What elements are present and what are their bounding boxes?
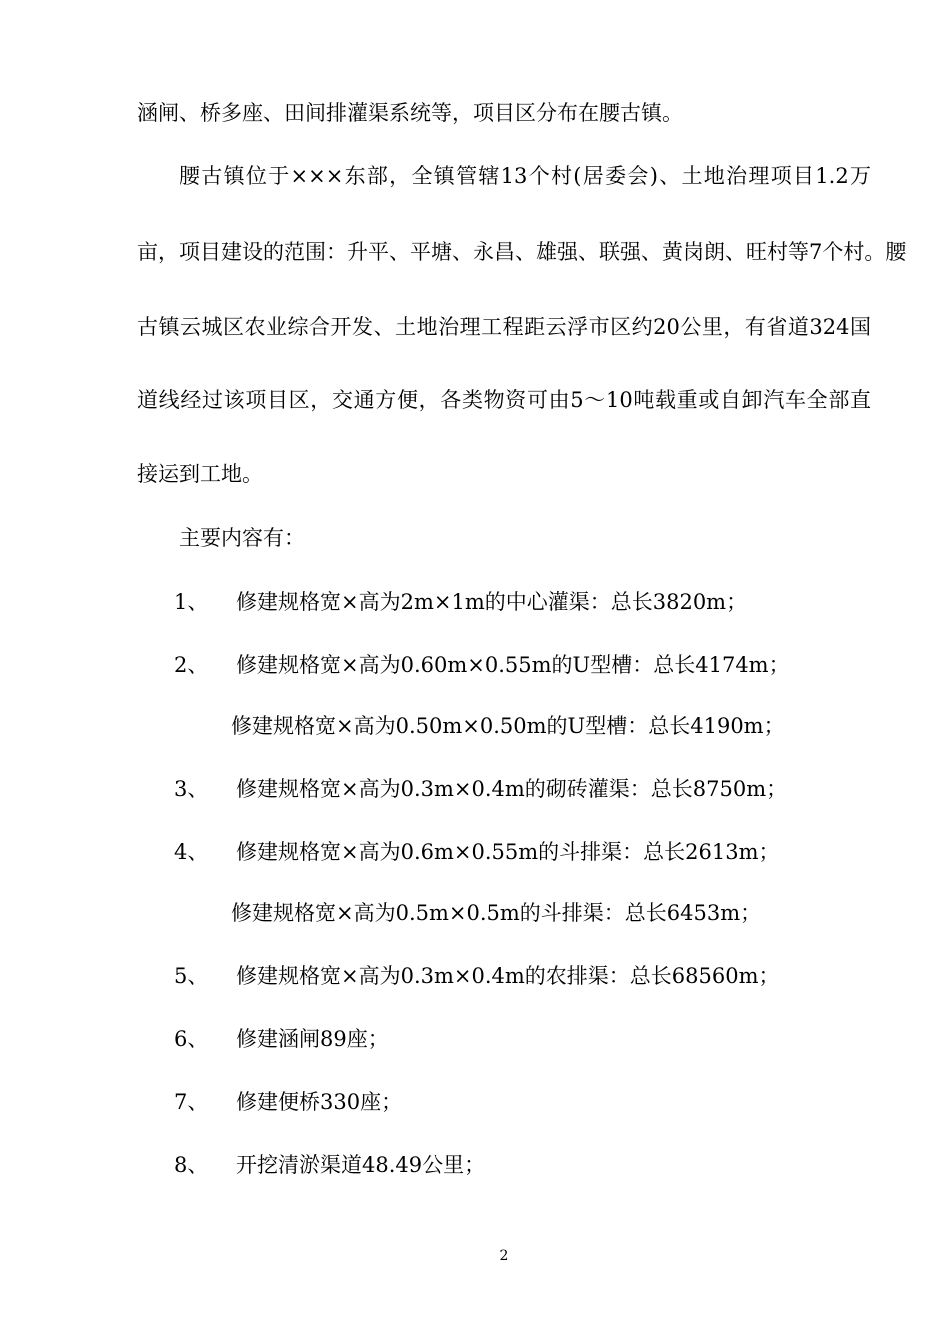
page-number: 2 [499,1248,509,1264]
paragraph-line: 接运到工地。 [137,462,263,486]
list-item-number: 1、 [174,590,209,614]
list-item-text: 修建规格宽×高为0.3m×0.4m的砌砖灌渠：总长8750m； [236,777,788,801]
list-item-subline: 修建规格宽×高为0.50m×0.50m的U型槽：总长4190m； [231,714,785,738]
list-item-number: 4、 [174,840,209,864]
list-item-number: 7、 [174,1090,209,1114]
paragraph-line: 涵闸、桥多座、田间排灌渠系统等，项目区分布在腰古镇。 [137,101,683,125]
list-item-number: 2、 [174,653,209,677]
list-item-text: 修建规格宽×高为0.6m×0.55m的斗排渠：总长2613m； [236,840,780,864]
paragraph-line: 腰古镇位于×××东部，全镇管辖13个村(居委会)、土地治理项目1.2万 [179,164,871,188]
paragraph-line: 古镇云城区农业综合开发、土地治理工程距云浮市区约20公里，有省道324国 [137,315,871,339]
list-item-text: 修建涵闸89座； [236,1027,389,1051]
list-item-text: 修建规格宽×高为0.60m×0.55m的U型槽：总长4174m； [236,653,790,677]
paragraph-line: 道线经过该项目区，交通方便，各类物资可由5～10吨载重或自卸汽车全部直 [137,388,871,412]
paragraph-line: 亩，项目建设的范围：升平、平塘、永昌、雄强、联强、黄岗朗、旺村等7个村。腰 [137,240,907,264]
list-item-number: 8、 [174,1153,209,1177]
list-item-subline: 修建规格宽×高为0.5m×0.5m的斗排渠：总长6453m； [231,901,762,925]
list-item-number: 6、 [174,1027,209,1051]
section-heading: 主要内容有： [179,526,305,550]
list-item-text: 修建便桥330座； [236,1090,403,1114]
list-item-number: 5、 [174,964,209,988]
list-item-text: 开挖清淤渠道48.49公里； [236,1153,486,1177]
list-item-number: 3、 [174,777,209,801]
list-item-text: 修建规格宽×高为0.3m×0.4m的农排渠：总长68560m； [236,964,780,988]
list-item-text: 修建规格宽×高为2m×1m的中心灌渠：总长3820m； [236,590,748,614]
